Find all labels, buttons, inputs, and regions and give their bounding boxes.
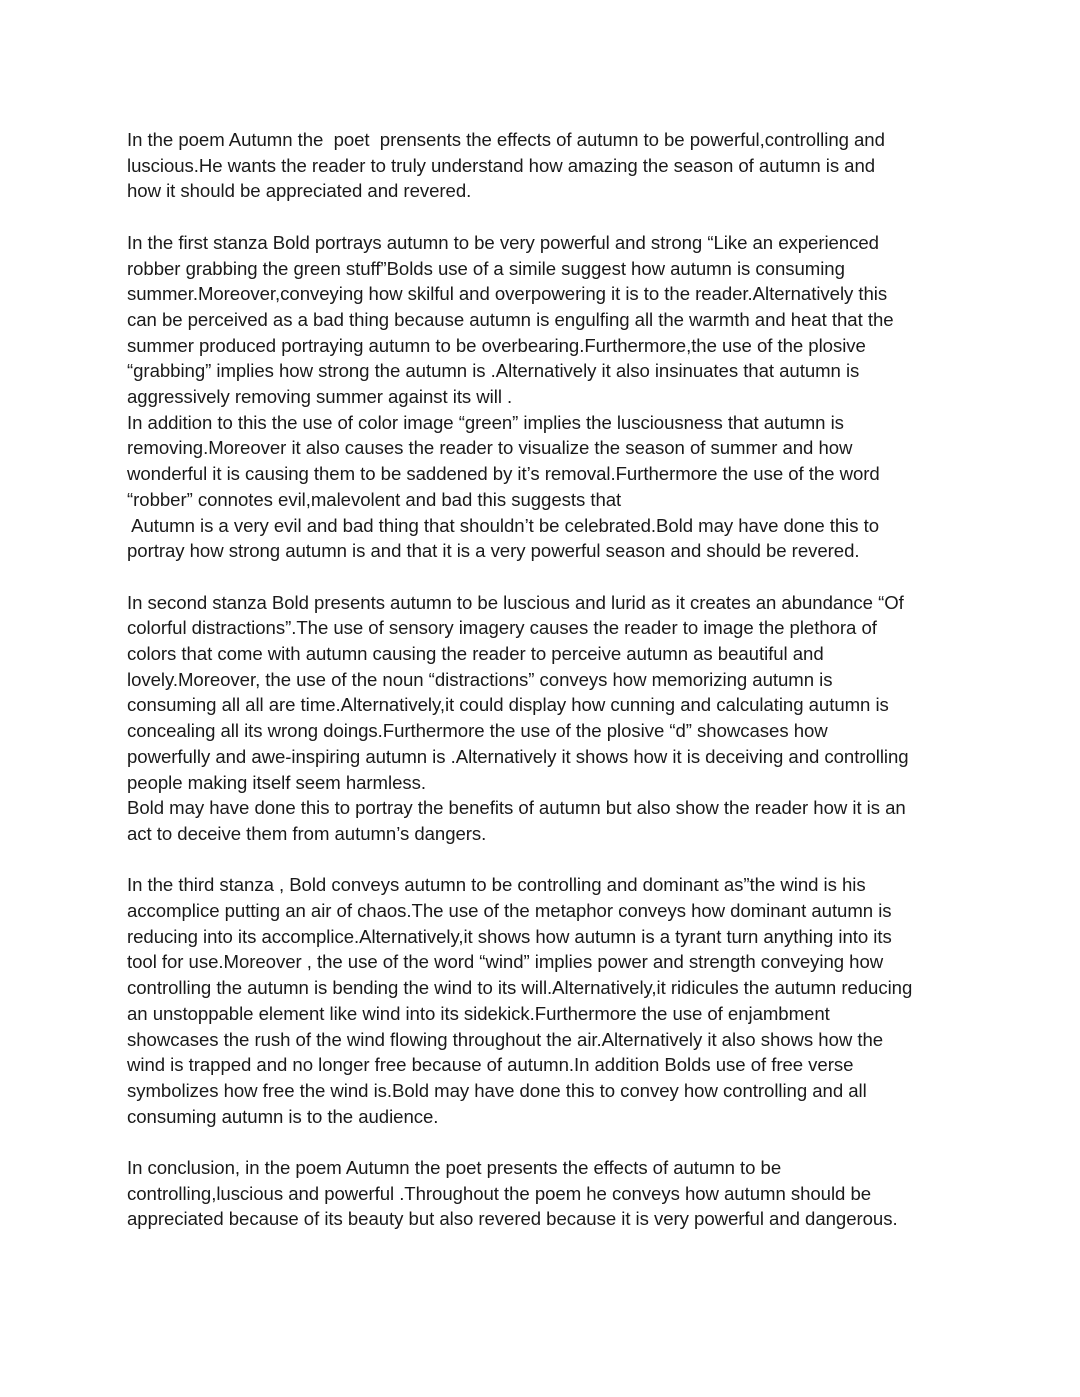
text-line: removing.Moreover it also causes the reader to visualize the season of summer and how [127, 437, 853, 459]
text-line: consuming autumn is to the audience. [127, 1105, 439, 1127]
text-line: In addition to this the use of color image “green” implies the lusciousness that autumn is [127, 411, 844, 433]
text-line: can be perceived as a bad thing because autumn is engulfing all the warmth and heat that the [127, 308, 894, 330]
text-line: appreciated because of its beauty but also revered because it is very powerful and dangerous. [127, 1208, 898, 1230]
text-line: portray how strong autumn is and that it is a very powerful season and should be revered. [127, 540, 860, 562]
text-line: wonderful it is causing them to be saddened by it’s removal.Furthermore the use of the word [127, 463, 880, 485]
text-line: lovely.Moreover, the use of the noun “distractions” conveys how memorizing autumn is [127, 668, 833, 690]
text-line: colors that come with autumn causing the reader to perceive autumn as beautiful and [127, 643, 824, 665]
text-line: In the first stanza Bold portrays autumn to be very powerful and strong “Like an experienced [127, 231, 879, 253]
paragraph-second-stanza-conclusion [127, 795, 967, 846]
paragraph-first-stanza-continued [127, 410, 967, 564]
text-line: symbolizes how free the wind is.Bold may have done this to convey how controlling and all [127, 1079, 867, 1101]
text-line: people making itself seem harmless. [127, 771, 426, 793]
text-line: powerfully and awe-inspiring autumn is .Alternatively it shows how it is deceiving and controlling [127, 745, 909, 767]
text-line: colorful distractions”.The use of sensory imagery causes the reader to image the plethora of [127, 617, 877, 639]
text-line: summer.Moreover,conveying how skilful and overpowering it is to the reader.Alternatively this [127, 283, 888, 305]
paragraph-introduction [127, 127, 967, 204]
text-line: summer produced portraying autumn to be overbearing.Furthermore,the use of the plosive [127, 334, 866, 356]
text-line: wind is trapped and no longer free because of autumn.In addition Bolds use of free verse [127, 1054, 854, 1076]
text-line: Bold may have done this to portray the benefits of autumn but also show the reader how it is an [127, 797, 906, 819]
text-line: robber grabbing the green stuff”Bolds use of a simile suggest how autumn is consuming [127, 257, 845, 279]
paragraph-conclusion [127, 1155, 967, 1232]
text-line: concealing all its wrong doings.Furthermore the use of the plosive “d” showcases how [127, 720, 828, 742]
text-line: accomplice putting an air of chaos.The use of the metaphor conveys how dominant autumn is [127, 900, 892, 922]
text-line: tool for use.Moreover , the use of the word “wind” implies power and strength conveying how [127, 951, 884, 973]
paragraph-second-stanza [127, 590, 967, 796]
paragraph-first-stanza [127, 230, 967, 410]
text-line: aggressively removing summer against its will . [127, 386, 513, 408]
text-line: controlling the autumn is bending the wind to its will.Alternatively,it ridicules the autumn reducing [127, 977, 913, 999]
text-line: Autumn is a very evil and bad thing that shouldn’t be celebrated.Bold may have done this to [127, 514, 880, 536]
text-line: controlling,luscious and powerful .Throughout the poem he conveys how autumn should be [127, 1182, 872, 1204]
text-line: consuming all all are time.Alternatively,it could display how cunning and calculating autumn is [127, 694, 889, 716]
text-line: luscious.He wants the reader to truly understand how amazing the season of autumn is and [127, 154, 876, 176]
document-page [127, 127, 967, 1258]
text-line: In the third stanza , Bold conveys autumn to be controlling and dominant as”the wind is his [127, 874, 866, 896]
text-line: In second stanza Bold presents autumn to be luscious and lurid as it creates an abundance “Of [127, 591, 904, 613]
text-line: how it should be appreciated and revered. [127, 180, 472, 202]
text-line: In conclusion, in the poem Autumn the poet presents the effects of autumn to be [127, 1157, 782, 1179]
text-line: reducing into its accomplice.Alternatively,it shows how autumn is a tyrant turn anything into its [127, 925, 892, 947]
text-line: showcases the rush of the wind flowing throughout the air.Alternatively it also shows how the [127, 1028, 884, 1050]
text-line: In the poem Autumn the poet prensents the effects of autumn to be powerful,controlling and [127, 129, 885, 150]
text-line: act to deceive them from autumn’s dangers. [127, 822, 487, 844]
text-line: “grabbing” implies how strong the autumn is .Alternatively it also insinuates that autumn is [127, 360, 860, 382]
text-line: “robber” connotes evil,malevolent and bad this suggests that [127, 488, 622, 510]
paragraph-third-stanza [127, 872, 967, 1129]
text-line: an unstoppable element like wind into its sidekick.Furthermore the use of enjambment [127, 1002, 830, 1024]
